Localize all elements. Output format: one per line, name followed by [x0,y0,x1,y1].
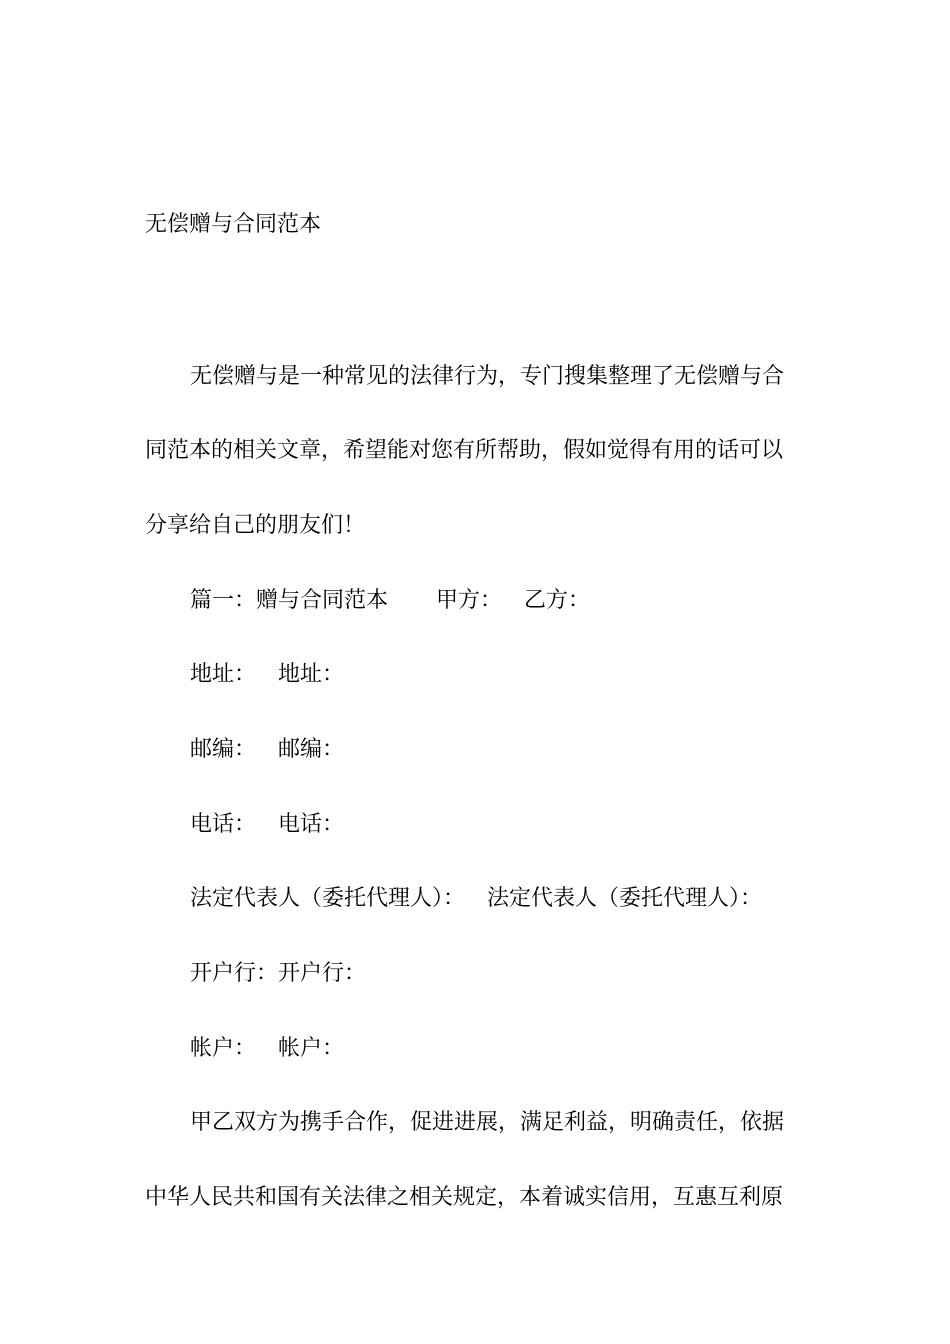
phone-a-label: 电话： [190,812,257,837]
body-line-1: 甲乙双方为携手合作，促进进展，满足利益，明确责任，依据 [190,1110,785,1135]
account-row [190,1034,344,1064]
document-title: 无偿赠与合同范本 [145,212,322,237]
intro-line-2: 同范本的相关文章，希望能对您有所帮助，假如觉得有用的话可以 [145,438,784,463]
account-a-label: 帐户： [190,1036,257,1061]
phone-b-label: 电话： [278,812,345,837]
representative-row [190,884,762,914]
section-heading: 篇一：赠与合同范本 [190,588,389,613]
postcode-b-label: 邮编： [278,737,345,762]
intro-line-3: 分享给自己的朋友们！ [145,513,366,538]
party-a-label: 甲方： [436,588,503,613]
phone-row [190,810,344,840]
representative-a-label: 法定代表人（委托代理人）： [190,886,466,911]
party-b-label: 乙方： [524,588,591,613]
address-a-label: 地址： [190,662,257,687]
body-line-2: 中华人民共和国有关法律之相关规定，本着诚实信用，互惠互利原 [145,1185,784,1210]
section-heading-row [190,586,590,616]
representative-b-label: 法定代表人（委托代理人）： [487,886,763,911]
address-row [190,660,344,690]
postcode-a-label: 邮编： [190,737,257,762]
bank-b-label: 开户行： [278,961,367,986]
intro-line-1: 无偿赠与是一种常见的法律行为，专门搜集整理了无偿赠与合 [190,364,785,389]
postcode-row [190,735,344,765]
account-b-label: 帐户： [278,1036,345,1061]
address-b-label: 地址： [278,662,345,687]
bank-row [190,959,366,989]
bank-a-label: 开户行： [190,961,279,986]
